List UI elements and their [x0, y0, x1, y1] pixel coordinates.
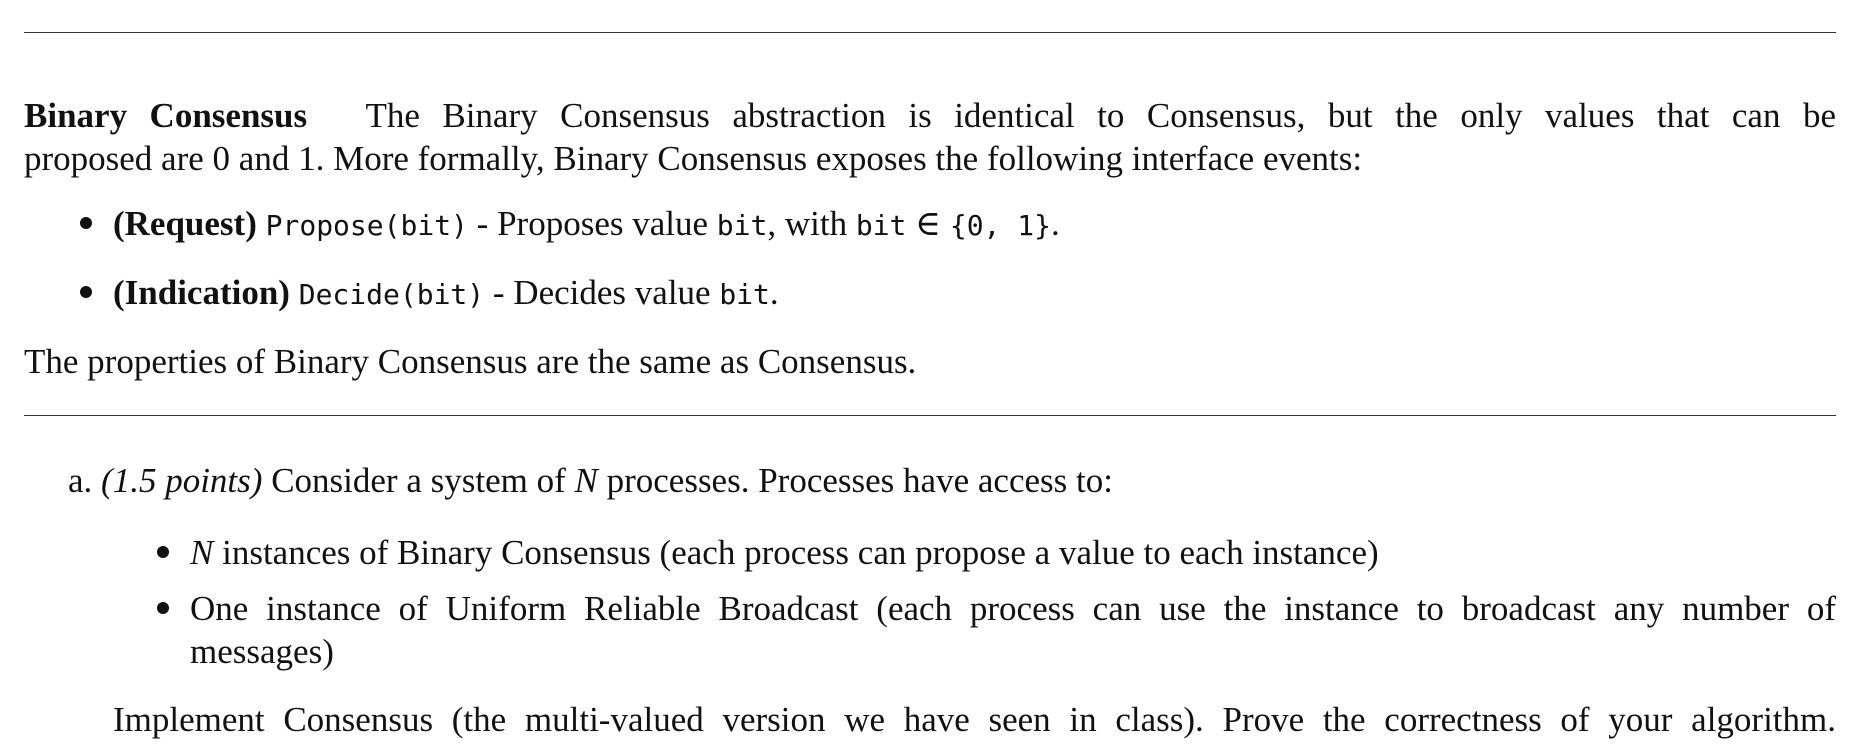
resource-item-text: instances of Binary Consensus (each process can propose a value to each instance) [222, 533, 1379, 572]
resource-item-urb [190, 587, 1836, 631]
bullet-icon [157, 546, 169, 558]
event-indication [113, 271, 779, 317]
question-task-text: Implement Consensus (the multi-valued version we have seen in class). Prove the correctness of your algorithm. [113, 700, 1836, 739]
event-description-mid: , with [767, 204, 848, 243]
resource-item-urb-cont [190, 630, 334, 674]
event-end: . [769, 273, 779, 312]
resource-item-binary-consensus [190, 531, 1379, 575]
event-value-set: {0, 1} [949, 209, 1051, 242]
question-points: (1.5 points) [101, 461, 263, 500]
variable-n: N [190, 533, 214, 572]
section-intro-text-2: proposed are 0 and 1. More formally, Binary Consensus exposes the following interface events: [24, 139, 1363, 178]
bullet-icon [157, 602, 169, 614]
question-header [68, 459, 1113, 503]
bullet-icon [80, 286, 92, 298]
resource-item-text: One instance of Uniform Reliable Broadcast (each process can use the instance to broadcast any number of [190, 589, 1836, 628]
member-of-symbol: ∈ [915, 204, 942, 243]
event-param: bit [719, 278, 770, 311]
event-kind: (Request) [113, 204, 257, 243]
event-request [113, 202, 1060, 248]
event-end: . [1051, 204, 1060, 243]
properties-note-text: The properties of Binary Consensus are the same as Consensus. [24, 342, 917, 381]
question-text: Consider a system of [271, 461, 566, 500]
variable-n: N [574, 461, 598, 500]
event-kind: (Indication) [113, 273, 290, 312]
resource-item-text-2: messages) [190, 632, 334, 671]
section-intro-line-1 [24, 94, 1836, 138]
section-heading: Binary Consensus [24, 96, 308, 135]
middle-divider [24, 415, 1836, 416]
question-text-2: processes. Processes have access to: [606, 461, 1113, 500]
top-divider [24, 32, 1836, 33]
section-intro-line-2 [24, 137, 1362, 181]
question-task [113, 698, 1836, 742]
event-signature: Decide(bit) [298, 278, 485, 311]
event-description: - Decides value [492, 273, 711, 312]
event-param: bit [716, 209, 768, 242]
event-description: - Proposes value [476, 204, 709, 243]
bullet-icon [80, 217, 92, 229]
properties-note [24, 340, 916, 384]
section-intro-text: The Binary Consensus abstraction is identical to Consensus, but the only values that can be [365, 96, 1836, 135]
event-param-2: bit [855, 209, 907, 242]
event-signature: Propose(bit) [265, 209, 468, 242]
question-label: a. [68, 461, 93, 500]
